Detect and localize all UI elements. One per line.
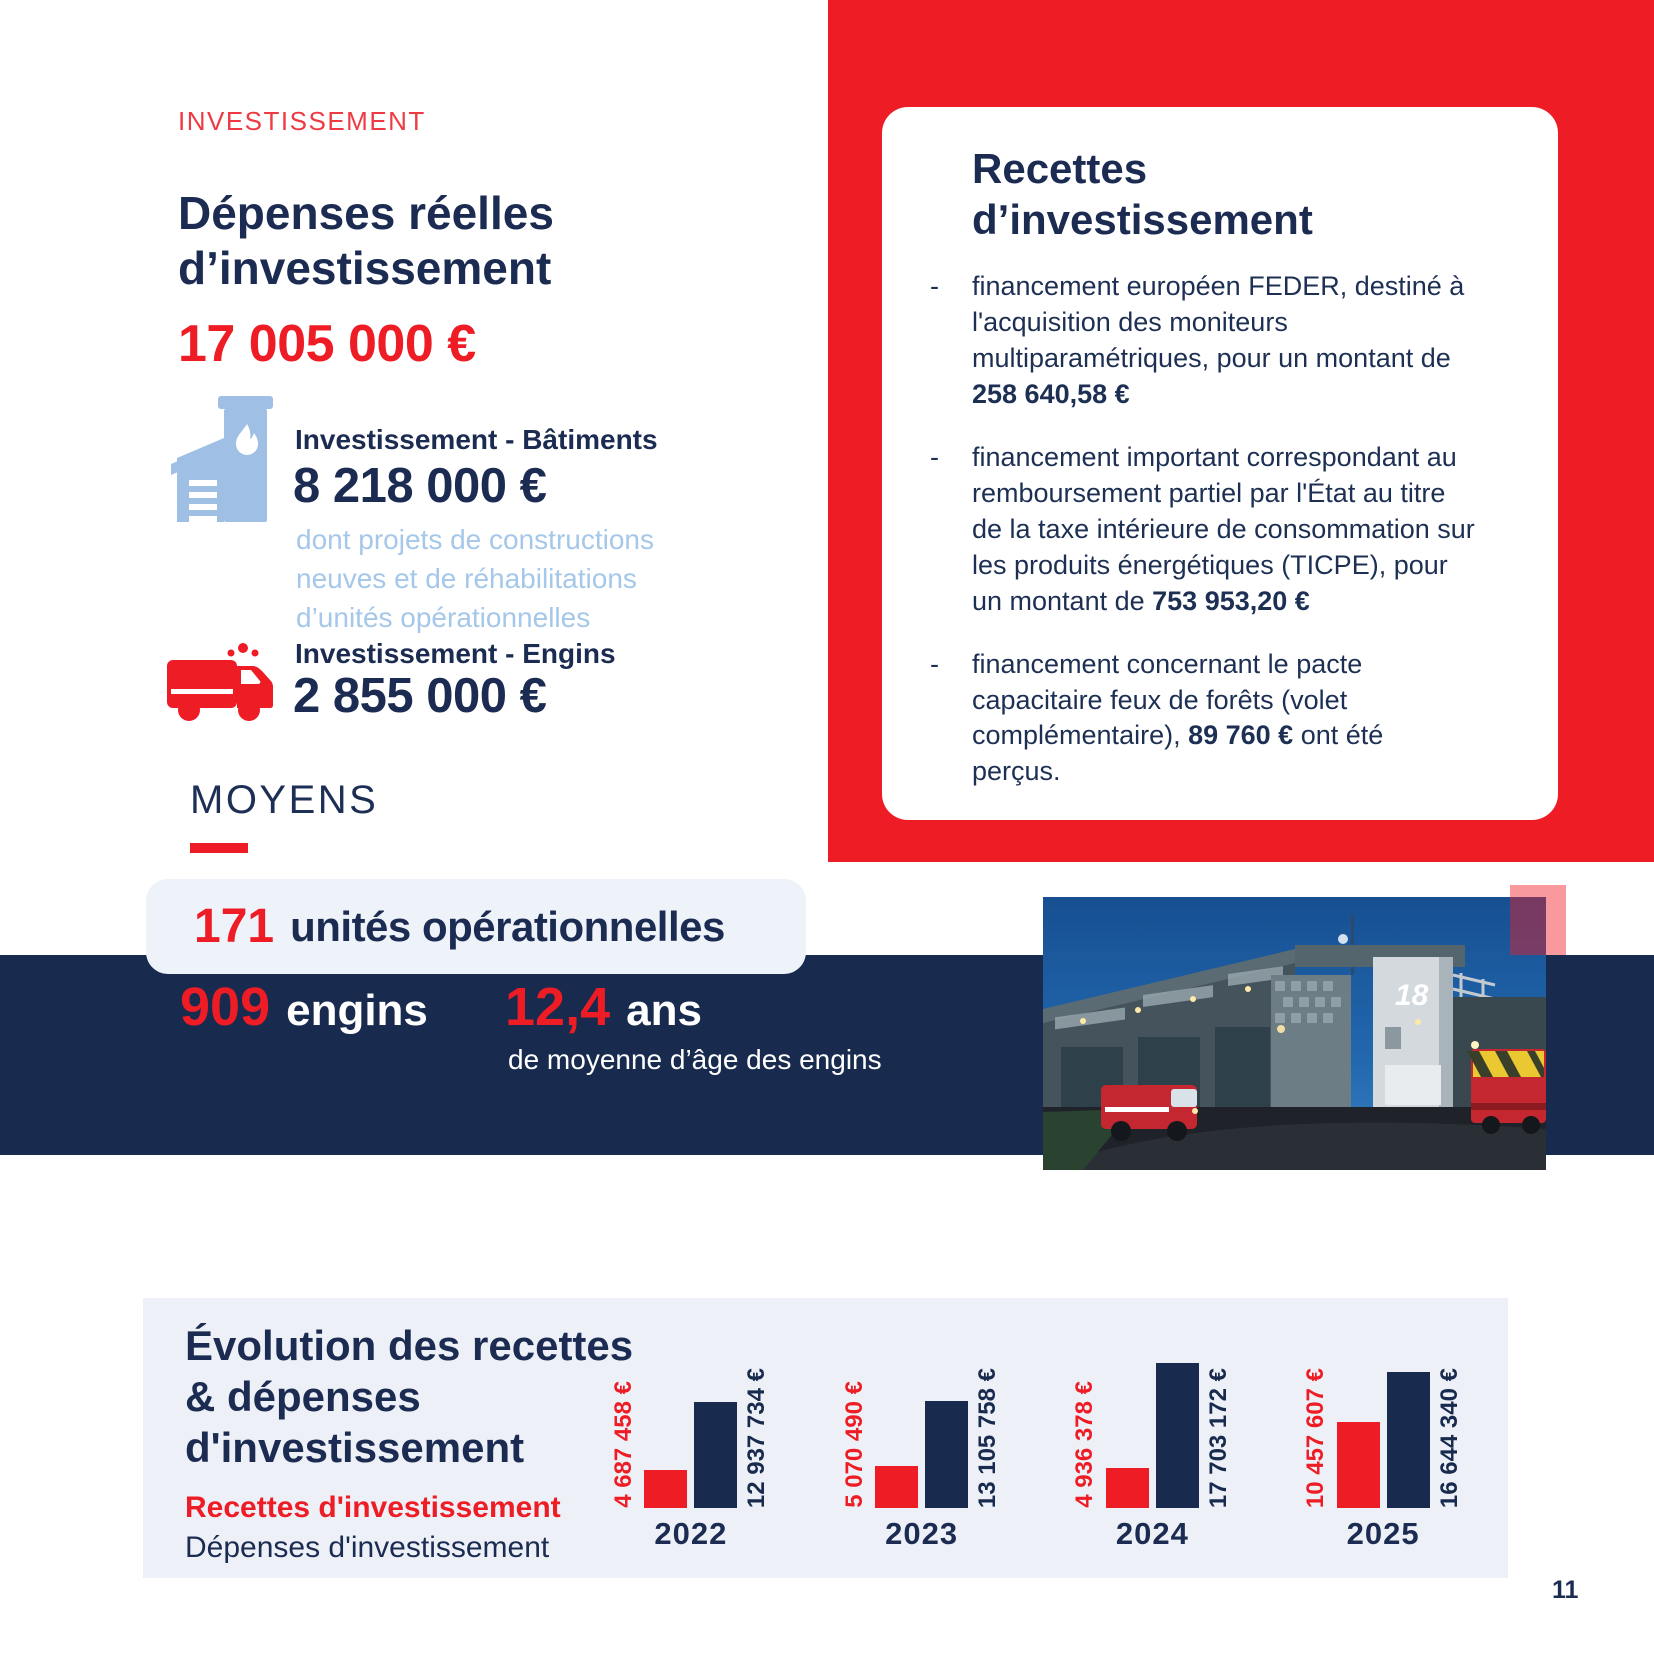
units-count: 171 bbox=[194, 900, 275, 953]
depenses-bar-2024 bbox=[1156, 1363, 1199, 1508]
bar-group-2024 bbox=[1072, 1358, 1232, 1552]
age-stat bbox=[505, 976, 702, 1038]
bars-row bbox=[1072, 1358, 1232, 1508]
year-label-2023: 2023 bbox=[885, 1516, 959, 1551]
recettes-bar-2022 bbox=[644, 1470, 687, 1508]
photo-accent-square bbox=[1510, 885, 1566, 955]
bars-row bbox=[611, 1358, 771, 1508]
bars-row bbox=[1303, 1358, 1463, 1508]
recettes-bar-2024 bbox=[1106, 1468, 1149, 1508]
recettes-card bbox=[882, 107, 1558, 820]
investment-batiments-value: 8 218 000 € bbox=[293, 459, 547, 513]
chart-title: Évolution des recettes & dépenses d'investissement bbox=[185, 1322, 634, 1472]
recettes-value-label-2022: 4 687 458 € bbox=[610, 1381, 637, 1508]
page-title: Dépenses réelles d’investissement bbox=[178, 187, 554, 295]
year-label-2022: 2022 bbox=[654, 1516, 728, 1551]
bullet-text: financement concernant le pacte capacitaire feux de forêts (volet complémentaire), 89 760 € ont été perçus. bbox=[972, 648, 1384, 787]
year-label-2025: 2025 bbox=[1346, 1516, 1420, 1551]
recettes-bullet bbox=[930, 440, 1478, 620]
depenses-bar-2025 bbox=[1387, 1372, 1430, 1508]
recettes-bullet bbox=[930, 647, 1478, 791]
depenses-value-label-2024: 17 703 172 € bbox=[1204, 1367, 1232, 1508]
investment-chart bbox=[611, 1358, 1463, 1552]
fire-station-photo bbox=[1043, 897, 1546, 1170]
engins-stat bbox=[180, 976, 428, 1038]
units-card bbox=[146, 879, 806, 974]
recettes-bar-2023 bbox=[875, 1466, 918, 1508]
recettes-title: Recettes d’investissement bbox=[972, 145, 1313, 244]
recettes-bullet-list bbox=[930, 269, 1478, 790]
units-label: unités opérationnelles bbox=[290, 902, 725, 950]
investment-engins-value: 2 855 000 € bbox=[293, 669, 547, 723]
recettes-value-label-2023: 5 070 490 € bbox=[840, 1381, 868, 1508]
depenses-value-label-2022: 12 937 734 € bbox=[743, 1367, 771, 1508]
investment-engins-label: Investissement - Engins bbox=[295, 638, 616, 669]
chart-panel bbox=[143, 1298, 1508, 1578]
depenses-value-label-2023: 13 105 758 € bbox=[974, 1367, 1002, 1508]
depenses-bar-2023 bbox=[925, 1401, 968, 1508]
bar-group-2025 bbox=[1303, 1358, 1463, 1552]
bars-row bbox=[842, 1358, 1002, 1508]
fire-truck-icon bbox=[165, 642, 273, 728]
legend-depenses: Dépenses d'investissement bbox=[185, 1530, 550, 1564]
tower-number: 18 bbox=[1395, 979, 1429, 1012]
bar-group-2023 bbox=[842, 1358, 1002, 1552]
engins-count: 909 bbox=[180, 977, 271, 1037]
age-unit: ans bbox=[626, 986, 702, 1035]
recettes-red-panel bbox=[828, 0, 1654, 862]
bar-group-2022 bbox=[611, 1358, 771, 1552]
bullet-text: financement important correspondant au remboursement partiel par l'État au titre de la taxe intérieure de consommation sur les produits énergétiques (TICPE), pour un montant de 753 953,20 € bbox=[972, 442, 1475, 616]
bullet-text: financement européen FEDER, destiné à l'acquisition des moniteurs multiparamétriques, pour un montant de 258 640,58 € bbox=[972, 271, 1465, 410]
investment-batiments-label: Investissement - Bâtiments bbox=[295, 424, 658, 455]
recettes-bar-2025 bbox=[1337, 1422, 1380, 1508]
year-label-2024: 2024 bbox=[1115, 1516, 1189, 1551]
depenses-bar-2022 bbox=[694, 1402, 737, 1508]
age-value: 12,4 bbox=[505, 977, 611, 1037]
moyens-section-title: MOYENS bbox=[190, 778, 379, 822]
recettes-bullet bbox=[930, 269, 1478, 413]
age-caption: de moyenne d’âge des engins bbox=[508, 1044, 882, 1075]
total-investment-value: 17 005 000 € bbox=[178, 315, 476, 373]
bullet-dash: - bbox=[930, 442, 939, 473]
depenses-value-label-2025: 16 644 340 € bbox=[1435, 1367, 1463, 1508]
bullet-dash: - bbox=[930, 648, 939, 679]
recettes-value-label-2025: 10 457 607 € bbox=[1302, 1367, 1330, 1508]
legend-recettes: Recettes d'investissement bbox=[185, 1491, 561, 1524]
investment-batiments-note: dont projets de constructions neuves et de réhabilitations d’unités opérationnelles bbox=[296, 524, 654, 634]
page-number: 11 bbox=[1552, 1576, 1579, 1604]
engins-label: engins bbox=[286, 986, 428, 1035]
chart-legend bbox=[185, 1488, 561, 1567]
moyens-underline bbox=[190, 843, 248, 853]
recettes-value-label-2024: 4 936 378 € bbox=[1071, 1381, 1099, 1508]
section-kicker: INVESTISSEMENT bbox=[178, 106, 426, 136]
fire-station-icon bbox=[171, 394, 275, 526]
bullet-dash: - bbox=[930, 271, 939, 302]
